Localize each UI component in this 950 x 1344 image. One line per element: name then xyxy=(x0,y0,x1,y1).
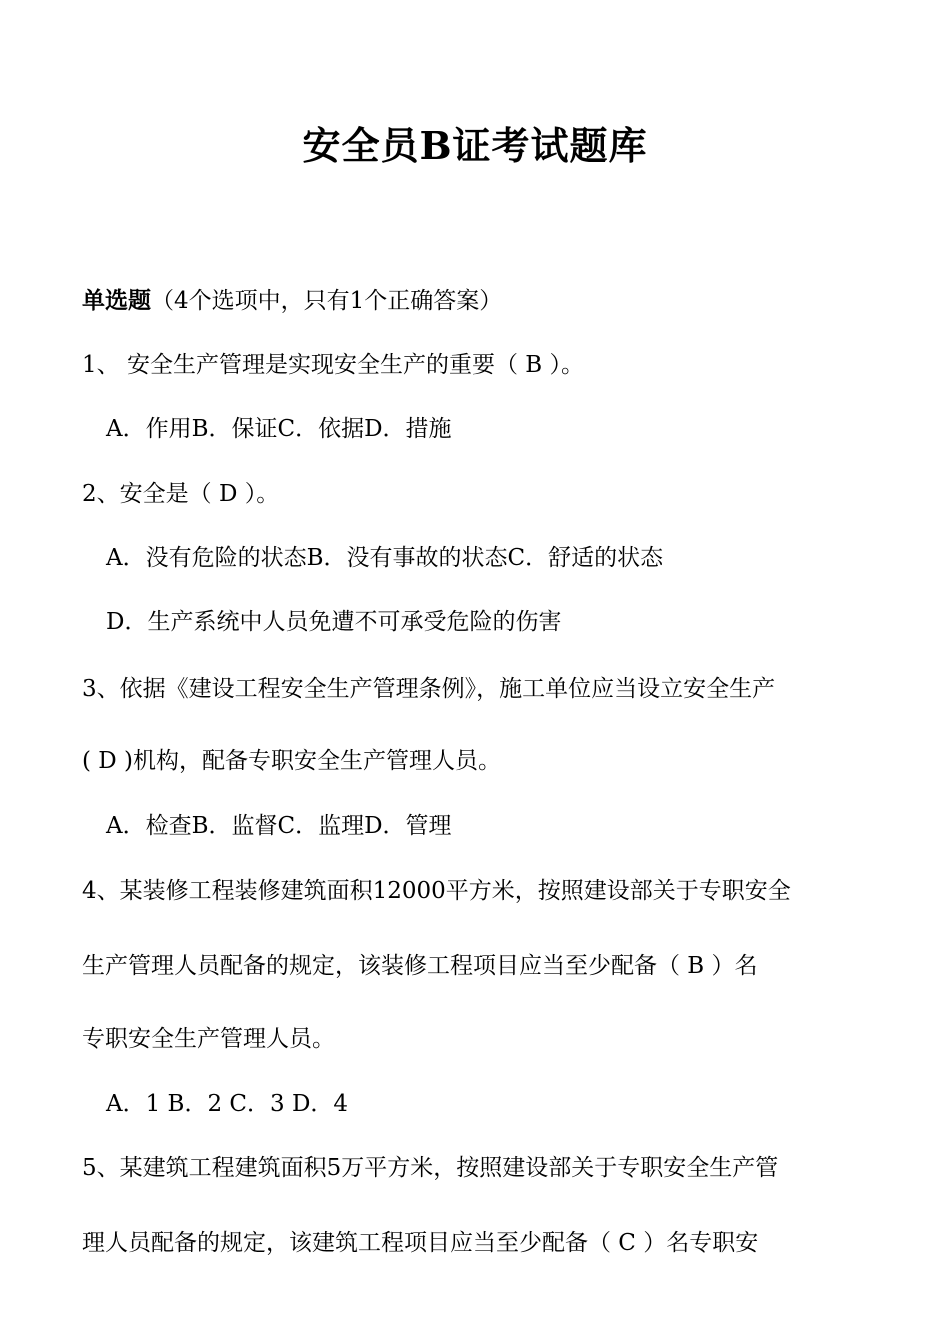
question-4-options: A．1 B．2 C．3 D．4 xyxy=(106,1091,349,1117)
question-2-options-cont: D．生产系统中人员免遭不可承受危险的伤害 xyxy=(106,609,562,635)
question-2-options: A．没有危险的状态B．没有事故的状态C．舒适的状态 xyxy=(106,545,664,571)
question-5: 5、某建筑工程建筑面积5万平方米，按照建设部关于专职安全生产管 xyxy=(82,1155,779,1181)
question-4: 4、某装修工程装修建筑面积12000平方米，按照建设部关于专职安全 xyxy=(82,878,791,904)
question-3: 3、依据《建设工程安全生产管理条例》，施工单位应当设立安全生产 xyxy=(82,676,776,702)
document-title: 安全员B证考试题库 xyxy=(302,123,648,168)
question-3-cont: ( D )机构，配备专职安全生产管理人员。 xyxy=(82,748,502,774)
question-1-options: A．作用B．保证C．依据D．措施 xyxy=(106,416,452,442)
question-4-cont: 生产管理人员配备的规定，该装修工程项目应当至少配备（ B ）名 xyxy=(82,953,758,979)
section-heading xyxy=(82,286,502,316)
question-2: 2、安全是（ D ）。 xyxy=(82,481,280,507)
section-heading-label: 单选题 xyxy=(82,287,151,314)
question-3-options: A．检查B．监督C．监理D．管理 xyxy=(106,813,452,839)
section-heading-note: （4个选项中，只有1个正确答案） xyxy=(151,288,503,314)
question-4-cont-2: 专职安全生产管理人员。 xyxy=(82,1026,335,1052)
question-1: 1、 安全生产管理是实现安全生产的重要（ B ）。 xyxy=(82,352,584,378)
question-5-cont: 理人员配备的规定，该建筑工程项目应当至少配备（ C ）名专职安 xyxy=(82,1230,759,1256)
